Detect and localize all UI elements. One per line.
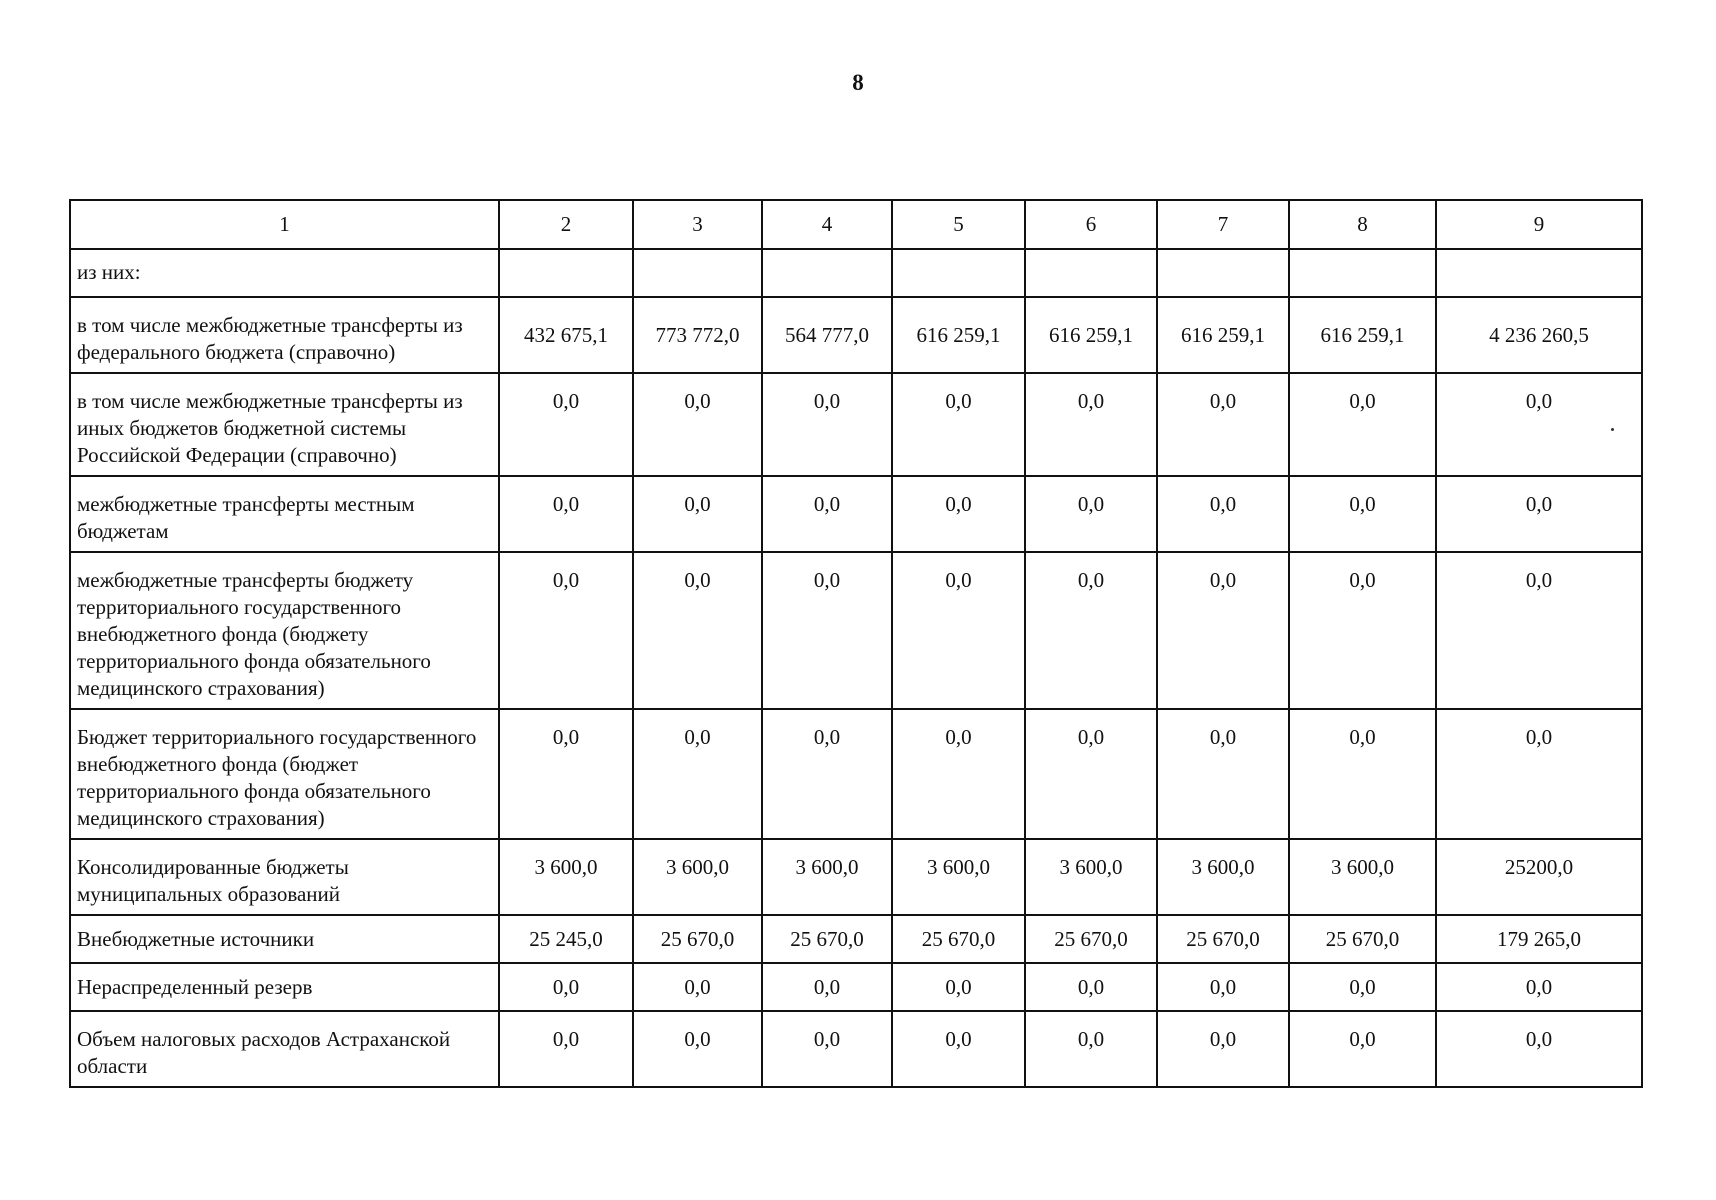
value-cell: 3 600,0 (633, 839, 762, 915)
value-cell: 3 600,0 (1157, 839, 1289, 915)
row-label: межбюджетные трансферты бюджету территориального государственного внебюджетного фонда (бюджету территориального фонда обязательного медицинского страхования) (70, 552, 499, 709)
value-cell: 0,0 (1436, 1011, 1642, 1087)
value-cell: 0,0 (762, 476, 892, 552)
value-cell: 0,0 (633, 552, 762, 709)
value-cell: 0,0 (633, 1011, 762, 1087)
value-cell: 0,0 (1436, 552, 1642, 709)
empty-cell (633, 249, 762, 297)
value-cell: 0,0 (1025, 1011, 1157, 1087)
table-row (70, 1011, 1642, 1087)
table-body (70, 200, 1642, 1087)
value-cell: 0,0 (1436, 963, 1642, 1011)
value-cell: 0,0 (1289, 963, 1436, 1011)
row-label: Консолидированные бюджеты муниципальных образований (70, 839, 499, 915)
table-row (70, 709, 1642, 839)
page-number: 8 (852, 70, 864, 95)
empty-cell (1289, 249, 1436, 297)
empty-cell (1157, 249, 1289, 297)
value-cell: 0,0 (1025, 963, 1157, 1011)
value-cell: 0,0 (1025, 552, 1157, 709)
column-header: 6 (1025, 200, 1157, 249)
column-header: 9 (1436, 200, 1642, 249)
subheader-label: из них: (70, 249, 499, 297)
value-cell: 616 259,1 (1289, 297, 1436, 373)
value-cell: 616 259,1 (892, 297, 1025, 373)
value-cell: 3 600,0 (499, 839, 633, 915)
value-cell: 0,0 (1025, 476, 1157, 552)
table-header-row (70, 200, 1642, 249)
value-cell: 25 670,0 (762, 915, 892, 963)
value-cell: 0,0 (892, 476, 1025, 552)
row-label: в том числе межбюджетные трансферты из федерального бюджета (справочно) (70, 297, 499, 373)
table-row (70, 963, 1642, 1011)
table-row (70, 839, 1642, 915)
value-cell: 0,0 (633, 373, 762, 476)
column-header: 1 (70, 200, 499, 249)
table-row (70, 476, 1642, 552)
value-cell: 0,0 (499, 552, 633, 709)
column-header: 7 (1157, 200, 1289, 249)
value-cell: 0,0 (762, 552, 892, 709)
value-cell: 0,0 (1289, 1011, 1436, 1087)
value-cell: 4 236 260,5 (1436, 297, 1642, 373)
value-cell: 0,0 (1289, 476, 1436, 552)
value-cell: 0,0 (762, 373, 892, 476)
empty-cell (762, 249, 892, 297)
empty-cell (1025, 249, 1157, 297)
value-cell: 0,0 (762, 1011, 892, 1087)
table-row (70, 915, 1642, 963)
value-cell: 25 670,0 (892, 915, 1025, 963)
value-cell: 0,0 (1157, 552, 1289, 709)
value-cell: 0,0 (762, 963, 892, 1011)
value-cell: 0,0 (499, 963, 633, 1011)
value-cell: 25 245,0 (499, 915, 633, 963)
value-cell: 0,0 (892, 552, 1025, 709)
column-header: 3 (633, 200, 762, 249)
subheader-row (70, 249, 1642, 297)
table-row (70, 297, 1642, 373)
column-header: 5 (892, 200, 1025, 249)
row-label: в том числе межбюджетные трансферты из иных бюджетов бюджетной системы Российской Федерации (справочно) (70, 373, 499, 476)
value-cell: 0,0 (1436, 709, 1642, 839)
value-cell: 0,0 (1436, 373, 1642, 476)
value-cell: 0,0 (892, 963, 1025, 1011)
value-cell: 0,0 (892, 373, 1025, 476)
value-cell: 25200,0 (1436, 839, 1642, 915)
value-cell: 0,0 (1289, 552, 1436, 709)
column-header: 4 (762, 200, 892, 249)
empty-cell (892, 249, 1025, 297)
value-cell: 0,0 (1157, 709, 1289, 839)
value-cell: 0,0 (499, 373, 633, 476)
value-cell: 0,0 (1289, 709, 1436, 839)
value-cell: 0,0 (1157, 963, 1289, 1011)
value-cell: 25 670,0 (1289, 915, 1436, 963)
value-cell: 0,0 (499, 1011, 633, 1087)
row-label: межбюджетные трансферты местным бюджетам (70, 476, 499, 552)
value-cell: 3 600,0 (762, 839, 892, 915)
scan-speck (1611, 428, 1614, 431)
column-header: 2 (499, 200, 633, 249)
value-cell: 564 777,0 (762, 297, 892, 373)
value-cell: 179 265,0 (1436, 915, 1642, 963)
budget-table (69, 199, 1643, 1088)
value-cell: 0,0 (499, 476, 633, 552)
row-label: Внебюджетные источники (70, 915, 499, 963)
value-cell: 0,0 (892, 709, 1025, 839)
value-cell: 3 600,0 (1025, 839, 1157, 915)
value-cell: 25 670,0 (1025, 915, 1157, 963)
value-cell: 25 670,0 (633, 915, 762, 963)
value-cell: 0,0 (1025, 373, 1157, 476)
value-cell: 0,0 (1025, 709, 1157, 839)
value-cell: 3 600,0 (892, 839, 1025, 915)
value-cell: 0,0 (1157, 476, 1289, 552)
value-cell: 0,0 (633, 476, 762, 552)
value-cell: 0,0 (762, 709, 892, 839)
row-label: Нераспределенный резерв (70, 963, 499, 1011)
table-row (70, 373, 1642, 476)
table-row (70, 552, 1642, 709)
empty-cell (499, 249, 633, 297)
value-cell: 0,0 (499, 709, 633, 839)
value-cell: 0,0 (892, 1011, 1025, 1087)
row-label: Бюджет территориального государственного внебюджетного фонда (бюджет территориального фонда обязательного медицинского страхования) (70, 709, 499, 839)
value-cell: 0,0 (633, 963, 762, 1011)
value-cell: 0,0 (633, 709, 762, 839)
value-cell: 25 670,0 (1157, 915, 1289, 963)
value-cell: 0,0 (1436, 476, 1642, 552)
value-cell: 0,0 (1157, 373, 1289, 476)
value-cell: 3 600,0 (1289, 839, 1436, 915)
value-cell: 773 772,0 (633, 297, 762, 373)
value-cell: 0,0 (1289, 373, 1436, 476)
value-cell: 616 259,1 (1157, 297, 1289, 373)
value-cell: 0,0 (1157, 1011, 1289, 1087)
column-header: 8 (1289, 200, 1436, 249)
empty-cell (1436, 249, 1642, 297)
value-cell: 616 259,1 (1025, 297, 1157, 373)
row-label: Объем налоговых расходов Астраханской области (70, 1011, 499, 1087)
value-cell: 432 675,1 (499, 297, 633, 373)
